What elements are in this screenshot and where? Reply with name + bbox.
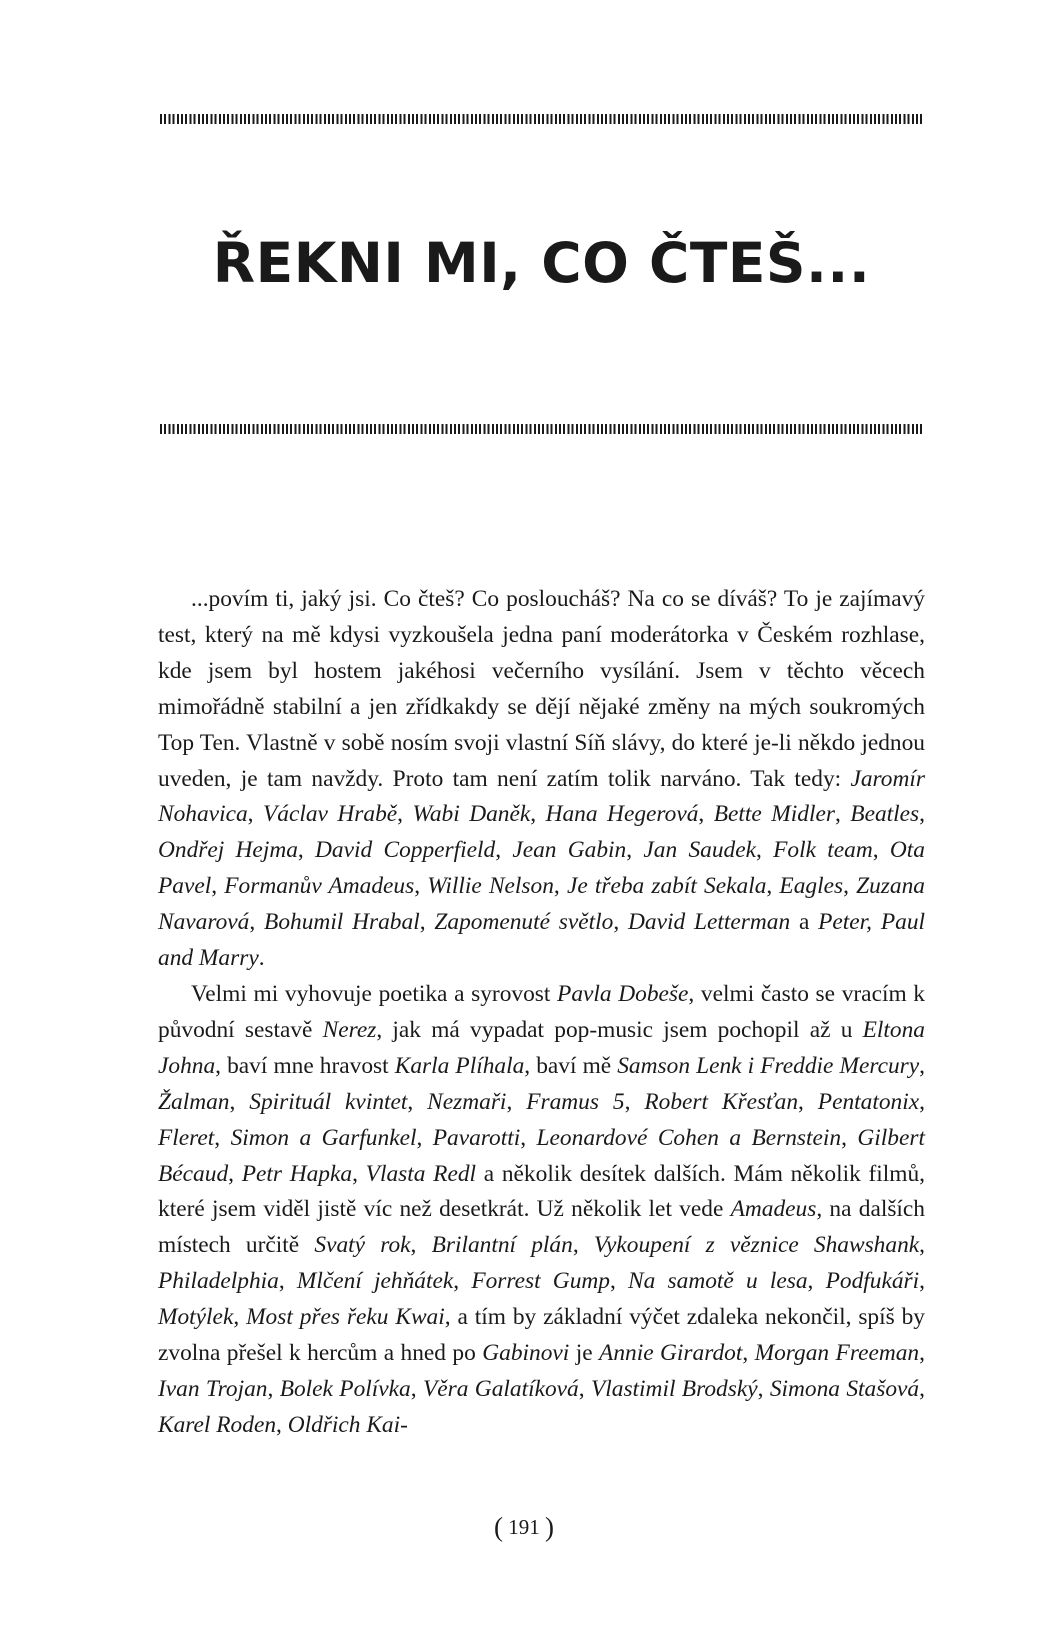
chapter-body <box>158 582 925 1444</box>
text-run: , <box>267 1375 280 1402</box>
page-number-value: 191 <box>508 1515 540 1539</box>
italic-name: Peter, Paul and Marry <box>158 909 926 972</box>
italic-name: Jean Gabin <box>512 837 627 864</box>
text-run: , <box>276 1411 288 1438</box>
text-run: Velmi mi vyhovuje poetika a syrovost <box>191 980 558 1007</box>
text-run: , <box>613 909 629 936</box>
italic-name: Samson Lenk i Freddie Mercury <box>617 1052 920 1079</box>
italic-name: Fleret <box>158 1124 215 1151</box>
text-run: , <box>919 1340 925 1367</box>
italic-name: Karel Roden <box>158 1411 277 1438</box>
italic-name: Gabinovi <box>482 1340 570 1367</box>
italic-name: Vykoupení z věznice Shawshank <box>593 1232 920 1259</box>
text-run: , <box>919 1375 925 1402</box>
top-ornamental-rule <box>160 114 923 124</box>
italic-name: Forrest Gump <box>471 1268 610 1295</box>
text-run: , <box>756 837 774 864</box>
text-run: , <box>742 1340 755 1367</box>
italic-name: Bette Midler <box>713 801 835 828</box>
text-run: , <box>214 1124 231 1151</box>
text-run: , <box>872 837 890 864</box>
text-run: , a tím by základní výčet zdaleka nekončil, spíš by zvolna přešel k hercům a hned po <box>158 1304 925 1367</box>
text-run: , jak má vypadat pop-music jsem pochopil až u <box>376 1016 863 1043</box>
italic-name: Mlčení jehňátek <box>296 1268 454 1295</box>
text-run: , <box>407 1088 428 1115</box>
italic-name: Petr Hapka <box>241 1160 353 1187</box>
italic-name: Morgan Freeman <box>754 1340 920 1367</box>
italic-name: Karla Plíhala <box>394 1052 525 1079</box>
italic-name: Jan Saudek <box>643 837 756 864</box>
italic-name: Pentatonix <box>817 1088 920 1115</box>
italic-name: Simon a Garfunkel <box>230 1124 417 1151</box>
italic-name: Nezmaři <box>427 1088 507 1115</box>
text-run: a několik desítek dalších. Mám několik filmů, které jsem viděl jistě víc než desetkrát. Už několik let vede <box>158 1160 926 1223</box>
text-run: , <box>414 873 428 900</box>
italic-name: Philadelphia <box>158 1268 279 1295</box>
text-run: a <box>790 909 819 936</box>
italic-name: Motýlek <box>158 1304 234 1331</box>
text-run: , <box>609 1268 629 1295</box>
text-run: , <box>249 909 265 936</box>
text-run: , <box>352 1160 366 1187</box>
italic-name: Beatles <box>850 801 920 828</box>
italic-name: Eagles <box>779 873 844 900</box>
text-run: , <box>233 1304 247 1331</box>
italic-name: Framus 5 <box>526 1088 625 1115</box>
italic-name: Zapomenuté světlo <box>434 909 614 936</box>
italic-name: Ondřej Hejma <box>158 837 298 864</box>
text-run: , <box>247 801 263 828</box>
italic-name: Wabi Daněk <box>412 801 531 828</box>
text-run: , na dalších místech určitě <box>158 1196 925 1259</box>
text-run: , <box>841 1124 858 1151</box>
italic-name: Willie Nelson <box>427 873 554 900</box>
text-run: , <box>766 873 780 900</box>
italic-name: Most přes řeku Kwai <box>246 1304 445 1331</box>
text-run: , velmi často se vracím k původní sestavě <box>158 980 925 1043</box>
text-run: . <box>258 945 265 972</box>
italic-name: Amadeus <box>730 1196 817 1223</box>
text-run: , <box>416 1124 433 1151</box>
text-run: je <box>569 1340 600 1367</box>
text-run: , <box>919 1268 926 1295</box>
page-number: ( 191 ) <box>494 1512 554 1542</box>
italic-name: Svatý rok <box>314 1232 411 1259</box>
text-run: , <box>453 1268 472 1295</box>
text-run: , <box>520 1124 537 1151</box>
italic-name: Gilbert Bécaud <box>158 1124 925 1187</box>
text-run: , <box>919 801 925 828</box>
italic-name: Pavla Dobeše <box>557 980 689 1007</box>
italic-name: Věra Galatíková <box>422 1375 579 1402</box>
italic-name: Vlastimil Brodský <box>590 1375 758 1402</box>
italic-name: Spirituál kvintet <box>249 1088 408 1115</box>
text-run: , <box>495 837 513 864</box>
text-run: , <box>578 1375 591 1402</box>
italic-name: Vlasta Redl <box>365 1160 477 1187</box>
text-run: , <box>297 837 316 864</box>
text-run: , <box>506 1088 527 1115</box>
text-run: , <box>834 801 851 828</box>
text-run: , baví mě <box>524 1052 618 1079</box>
italic-name: Podfukáři <box>825 1268 920 1295</box>
italic-name: Václav Hrabě <box>262 801 398 828</box>
text-run: , <box>626 837 644 864</box>
text-run: , <box>278 1268 297 1295</box>
text-run: , <box>553 873 567 900</box>
text-run: , <box>229 1088 250 1115</box>
italic-name: Zuzana Navarová <box>158 873 925 936</box>
paragraph <box>158 977 925 1444</box>
text-run: , <box>211 873 225 900</box>
text-run: , <box>530 801 546 828</box>
italic-name: Robert Křesťan <box>644 1088 799 1115</box>
italic-name: Pavarotti <box>432 1124 521 1151</box>
italic-name: Bolek Polívka <box>279 1375 411 1402</box>
italic-name: Eltona Johna <box>158 1016 925 1079</box>
italic-name: Oldřich Kai- <box>287 1411 408 1438</box>
text-run: , <box>919 1232 926 1259</box>
text-run: , <box>410 1375 423 1402</box>
italic-name: Formanův Amadeus <box>224 873 415 900</box>
text-run: , <box>228 1160 242 1187</box>
italic-name: Jaromír Nohavica <box>158 765 925 828</box>
text-run: , <box>624 1088 645 1115</box>
italic-name: Simona Stašová <box>769 1375 920 1402</box>
text-run: , <box>410 1232 432 1259</box>
italic-name: Ivan Trojan <box>158 1375 268 1402</box>
text-run: , <box>798 1088 818 1115</box>
text-run: , <box>919 1088 925 1115</box>
paragraph <box>158 582 925 977</box>
italic-name: Na samotě u lesa <box>628 1268 808 1295</box>
chapter-title: ŘEKNI MI, CO ČTEŠ... <box>212 231 871 295</box>
italic-name: Folk team <box>773 837 873 864</box>
italic-name: Annie Girardot <box>599 1340 743 1367</box>
text-run: ...povím ti, jaký jsi. Co čteš? Co posloucháš? Na co se díváš? To je zajímavý test, který na mě kdysi vyzkoušela jedna paní moderátorka v Českém rozhlase, kde jsem byl hostem jakéhosi večerního vysílání. Jsem v těchto věcech mimořádně stabilní a jen zřídkakdy se dějí nějaké změny na mých soukromých Top Ten. Vlastně v sobě nosím svoji vlastní Síň slávy, do které je-li někdo jednou uveden, je tam navždy. Proto tam není zatím tolik narváno. Tak tedy: <box>158 586 925 792</box>
text-run: , baví mne hravost <box>215 1052 395 1079</box>
text-run: , <box>843 873 857 900</box>
italic-name: Nerez <box>322 1016 377 1043</box>
italic-name: Ota Pavel <box>158 837 925 900</box>
text-run: , <box>397 801 413 828</box>
italic-name: David Copperfield <box>315 837 496 864</box>
text-run: , <box>757 1375 770 1402</box>
italic-name: David Letterman <box>628 909 791 936</box>
italic-name: Bohumil Hrabal <box>264 909 420 936</box>
text-run: , <box>698 801 714 828</box>
italic-name: Hana Hegerová <box>545 801 699 828</box>
bottom-ornamental-rule <box>160 424 923 434</box>
italic-name: Žalman <box>158 1088 230 1115</box>
italic-name: Leonardové Cohen a Bernstein <box>536 1124 842 1151</box>
italic-name: Brilantní plán <box>431 1232 573 1259</box>
text-run: , <box>807 1268 826 1295</box>
text-run: , <box>572 1232 594 1259</box>
italic-name: Je třeba zabít Sekala <box>566 873 767 900</box>
text-run: , <box>419 909 435 936</box>
text-run: , <box>919 1052 925 1079</box>
